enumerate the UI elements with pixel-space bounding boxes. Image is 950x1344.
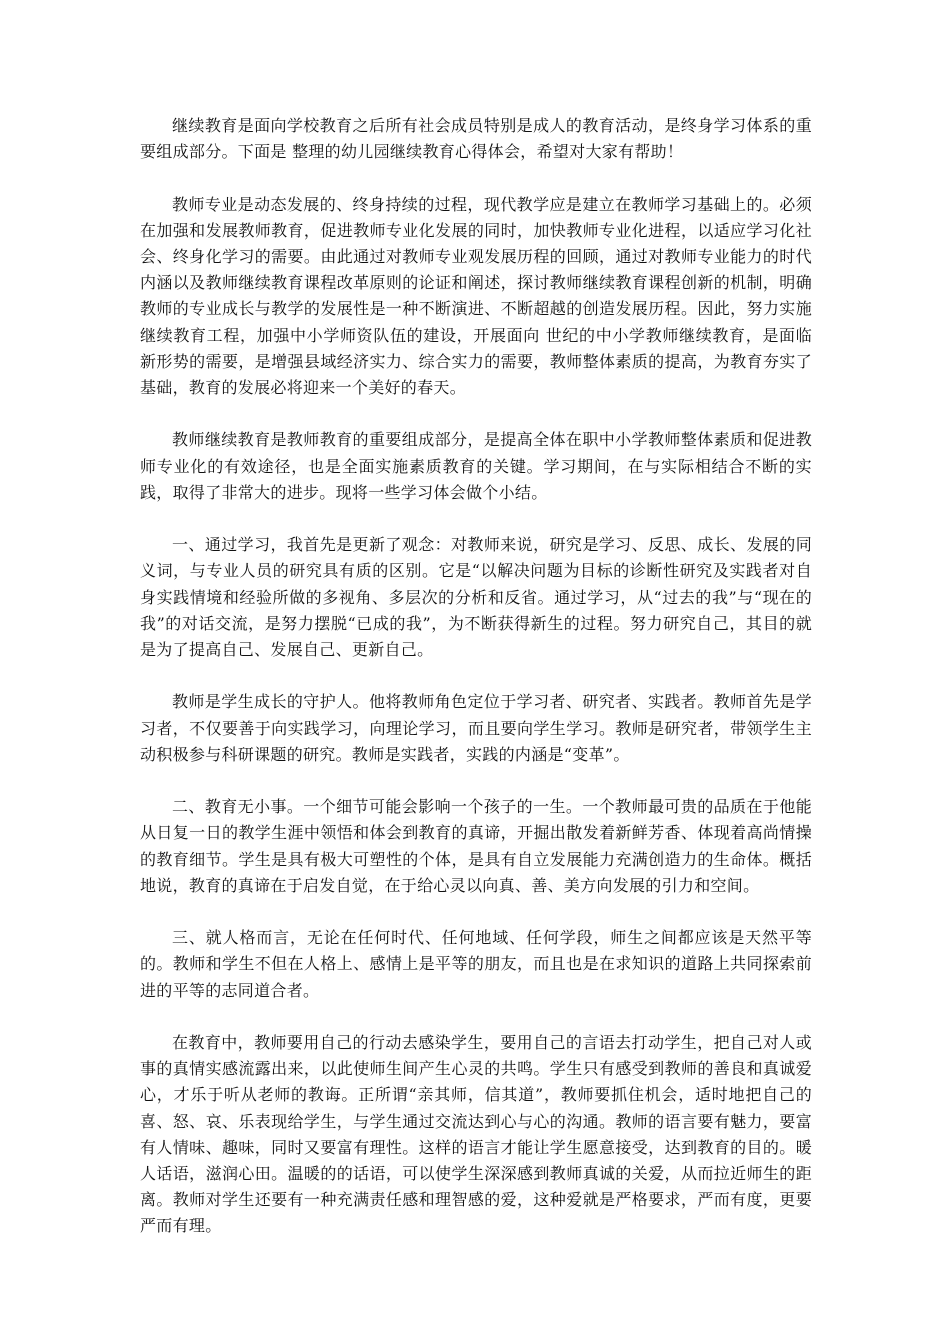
paragraph-point-three: 三、就人格而言，无论在任何时代、任何地域、任何学段，师生之间都应该是天然平等的。教师和学生不但在人格上、感情上是平等的朋友，而且也是在求知识的道路上共同探索前进的平等的志同道合者。 xyxy=(140,928,812,1000)
document-body xyxy=(140,113,812,1266)
paragraph-professional-development: 教师专业是动态发展的、终身持续的过程，现代教学应是建立在教师学习基础上的。必须在加强和发展教师教育，促进教师专业化发展的同时，加快教师专业化进程，以适应学习化社会、终身化学习的需要。由此通过对教师专业观发展历程的回顾，通过对教师专业能力的时代内涵以及教师继续教育课程改革原则的论证和阐述，探讨教师继续教育课程创新的机制，明确教师的专业成长与教学的发展性是一种不断演进、不断超越的创造发展历程。因此，努力实施继续教育工程，加强中小学师资队伍的建设，开展面向 世纪的中小学教师继续教育，是面临新形势的需要，是增强县域经济实力、综合实力的需要，教师整体素质的提高，为教育夯实了基础，教育的发展必将迎来一个美好的春天。 xyxy=(140,194,812,398)
paragraph-teaching-by-example: 在教育中，教师要用自己的行动去感染学生，要用自己的言语去打动学生，把自己对人或事的真情实感流露出来，以此使师生间产生心灵的共鸣。学生只有感受到教师的善良和真诚爱心，才乐于听从老师的教诲。正所谓“亲其师，信其道”，教师要抓住机会，适时地把自己的喜、怒、哀、乐表现给学生，与学生通过交流达到心与心的沟通。教师的语言要有魅力，要富有人情味、趣味，同时又要富有理性。这样的语言才能让学生愿意接受，达到教育的目的。暖人话语，滋润心田。温暖的的话语，可以使学生深深感到教师真诚的关爱，从而拉近师生的距离。教师对学生还要有一种充满责任感和理智感的爱，这种爱就是严格要求，严而有度，更要严而有理。 xyxy=(140,1033,812,1236)
paragraph-intro: 继续教育是面向学校教育之后所有社会成员特别是成人的教育活动，是终身学习体系的重要组成部分。下面是 整理的幼儿园继续教育心得体会，希望对大家有帮助！ xyxy=(140,116,812,162)
paragraph-teacher-role: 教师是学生成长的守护人。他将教师角色定位于学习者、研究者、实践者。教师首先是学习者，不仅要善于向实践学习，向理论学习，而且要向学生学习。教师是研究者，带领学生主动积极参与科研课题的研究。教师是实践者，实践的内涵是“变革”。 xyxy=(140,692,812,764)
paragraph-continuing-education: 教师继续教育是教师教育的重要组成部分，是提高全体在职中小学教师整体素质和促进教师专业化的有效途径，也是全面实施素质教育的关键。学习期间，在与实际相结合不断的实践，取得了非常大的进步。现将一些学习体会做个小结。 xyxy=(140,430,812,502)
paragraph-point-two: 二、教育无小事。一个细节可能会影响一个孩子的一生。一个教师最可贵的品质在于他能从日复一日的教学生涯中领悟和体会到教育的真谛，开掘出散发着新鲜芳香、体现着高尚情操的教育细节。学生是具有极大可塑性的个体，是具有自立发展能力充满创造力的生命体。概括地说，教育的真谛在于启发自觉，在于给心灵以向真、善、美方向发展的引力和空间。 xyxy=(140,797,812,895)
paragraph-point-one: 一、通过学习，我首先是更新了观念：对教师来说，研究是学习、反思、成长、发展的同义词，与专业人员的研究具有质的区别。它是“以解决问题为目标的诊断性研究及实践者对自身实践情境和经验所做的多视角、多层次的分析和反省。通过学习，从“过去的我”与“现在的我”的对话交流，是努力摆脱“已成的我”，为不断获得新生的过程。努力研究自己，其目的就是为了提高自己、发展自己、更新自己。 xyxy=(140,535,812,660)
